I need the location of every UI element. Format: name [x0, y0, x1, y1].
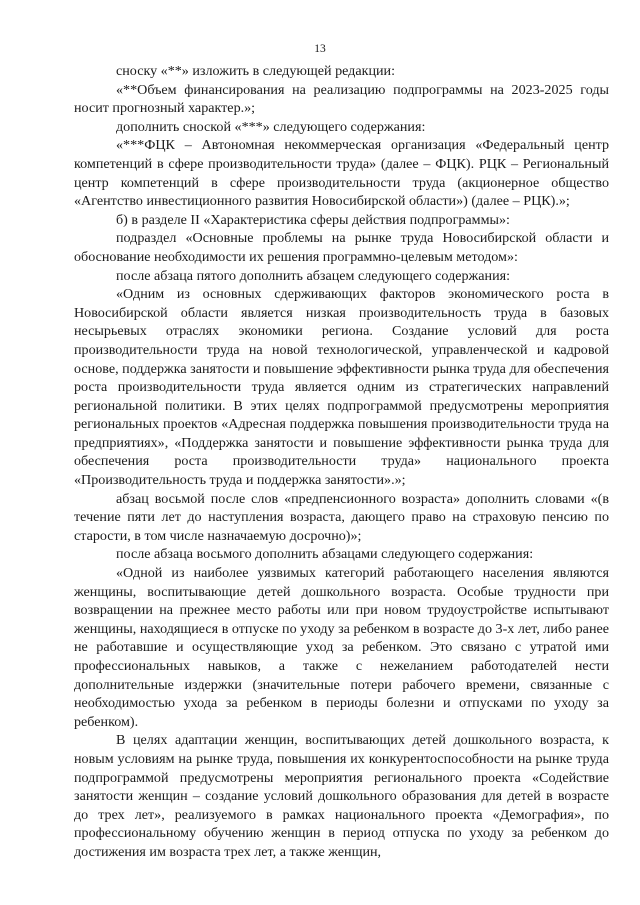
paragraph-footnote-double-asterisk: «**Объем финансирования на реализацию подпрограммы на 2023-2025 годы носит прогнозный характер.»; — [74, 81, 609, 117]
paragraph-after-fifth: после абзаца пятого дополнить абзацем следующего содержания: — [116, 267, 511, 284]
paragraph-section-ii: б) в разделе II «Характеристика сферы действия подпрограммы»: — [116, 211, 510, 228]
paragraph-after-eighth: после абзаца восьмого дополнить абзацами следующего содержания: — [116, 546, 534, 563]
paragraph-productivity-quote: «Одним из основных сдерживающих факторов экономического роста в Новосибирской области является низкая производительность труда в базовых несырьевых отраслях экономики региона. Создание условий для роста производительности труда на новой технологической, управленческой и кадровой основе, поддержка занятости и повышение эффективности рынка труда для обеспечения роста производительности труда является одним из стратегических направлений региональной политики. В этих целях подпрограммой предусмотрены мероприятия региональных проектов «Адресная поддержка повышения производительности труда на предприятиях», «Поддержка занятости и повышение эффективности рынка труда для обеспечения роста производительности труда» национального проекта «Производительность труда и поддержка занятости».»; — [74, 286, 609, 489]
paragraph-footnote-edit: сноску «**» изложить в следующей редакции: — [116, 63, 395, 79]
paragraph-add-footnote: дополнить сноской «***» следующего содержания: — [116, 118, 426, 135]
paragraph-women-vulnerable: «Одной из наиболее уязвимых категорий работающего населения являются женщины, воспитывающие детей дошкольного возраста. Особые трудности при возвращении на прежнее место работы или при новом трудоустройстве испытывают женщины, находящиеся в отпуске по уходу за ребенком в возрасте до 3-х лет, либо ранее не работавшие и осуществляющие уход за ребенком. Это связано с утратой ими профессиональных навыков, а также с нежеланием работодателей нести дополнительные издержки (значительные потери рабочего времени, связанные с необходимостью ухода за ребенком в периоды болезни и отпусками по уходу за ребенком). — [74, 565, 609, 730]
document-body — [74, 62, 609, 862]
paragraph-subsection: подраздел «Основные проблемы на рынке труда Новосибирской области и обоснование необходимости их решения программно-целевым методом»: — [74, 230, 609, 265]
paragraph-women-adaptation: В целях адаптации женщин, воспитывающих детей дошкольного возраста, к новым условиям на рынке труда, повышения их конкурентоспособности на рынке труда подпрограммой предусмотрены мероприятия регионального проекта «Содействие занятости женщин – создание условий дошкольного образования для детей в возрасте до трех лет», реализуемого в рамках национального проекта «Демография», по профессиональному обучению женщин в период отпуска по уходу за ребенком до достижения им возраста трех лет, а также женщин, — [74, 732, 609, 860]
paragraph-eighth-amendment: абзац восьмой после слов «предпенсионного возраста» дополнить словами «(в течение пяти лет до наступления возраста, дающего право на страховую пенсию по старости, в том числе назначаемую досрочно)»; — [74, 490, 609, 544]
page-number: 13 — [314, 43, 326, 55]
paragraph-footnote-triple-asterisk: «***ФЦК – Автономная некоммерческая организация «Федеральный центр компетенций в сфере производительности труда» (далее – ФЦК). РЦК – Региональный центр компетенций в сфере производительности труда (акционерное общество «Агентство инвестиционного развития Новосибирской области») (далее – РЦК).»; — [74, 137, 609, 210]
